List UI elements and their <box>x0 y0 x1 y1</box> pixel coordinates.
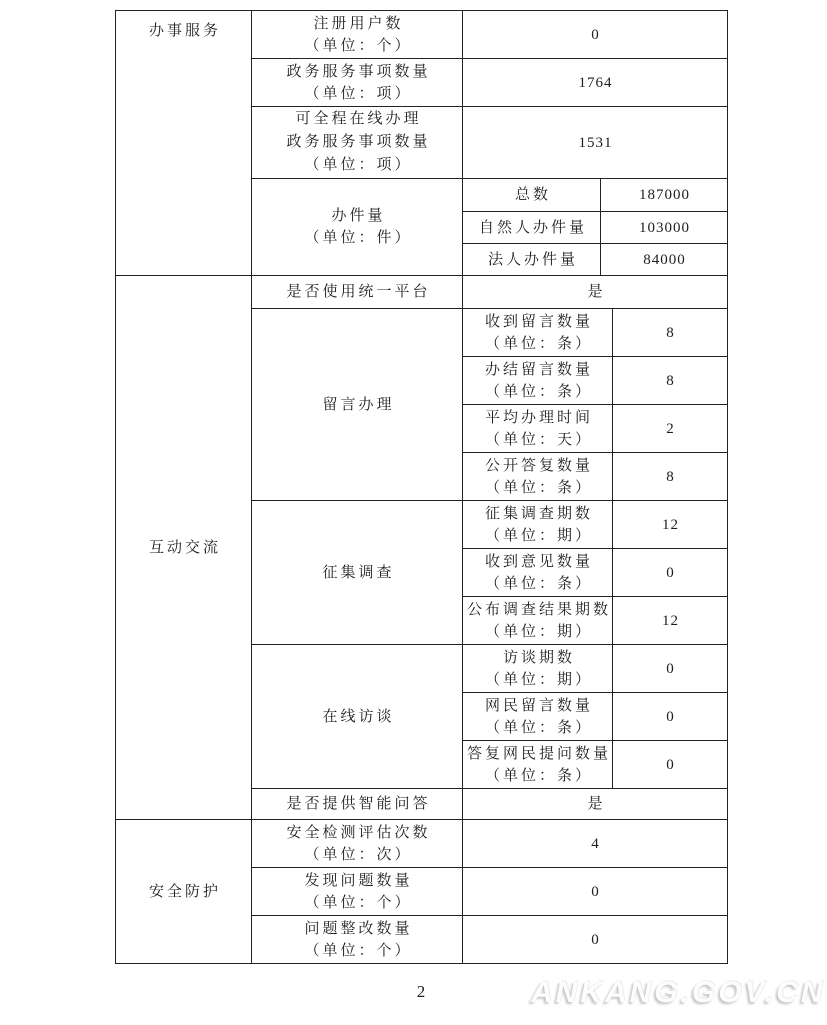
metric-label: 公布调查结果期数 <box>466 601 611 618</box>
sub-label-cell <box>463 597 613 645</box>
sub-value-cell: 103000 <box>601 212 728 244</box>
sub-label-cell <box>463 453 613 501</box>
category-cell-service <box>116 11 252 276</box>
metric-value-cell: 1764 <box>463 59 728 107</box>
metric-unit: （单位：期） <box>484 623 593 640</box>
metric-unit: （单位：期） <box>484 671 593 688</box>
watermark: ANKANG.GOV.CN <box>531 976 826 1009</box>
metric-label: 政务服务事项数量 <box>286 63 431 80</box>
metric-value-cell: 0 <box>463 868 728 916</box>
metric-label: 网民留言数量 <box>484 697 593 714</box>
sub-value-cell: 84000 <box>601 244 728 276</box>
group-label: 办件量 <box>331 208 386 224</box>
metric-unit: （单位：条） <box>484 767 593 784</box>
sub-value-cell: 0 <box>613 645 728 693</box>
sub-value-cell: 187000 <box>601 179 728 212</box>
sub-value-cell: 0 <box>613 693 728 741</box>
row-security-assessments <box>116 820 728 868</box>
sub-label-cell <box>463 549 613 597</box>
metric-unit: （单位：个） <box>304 942 413 959</box>
section-label: 安全防护 <box>148 883 221 900</box>
sub-value-cell: 0 <box>613 549 728 597</box>
section-label: 办事服务 <box>148 23 221 39</box>
metric-label: 收到留言数量 <box>484 313 593 330</box>
sub-value-cell: 2 <box>613 405 728 453</box>
row-registered-users <box>116 11 728 59</box>
row-unified-platform <box>116 276 728 309</box>
metric-label: 问题整改数量 <box>304 920 413 937</box>
page-number: 2 <box>416 982 426 1001</box>
metric-unit: （单位：项） <box>304 157 413 173</box>
metric-unit: （单位：期） <box>484 527 593 544</box>
metric-unit: （单位：条） <box>484 383 593 400</box>
metric-label: 平均办理时间 <box>484 409 593 426</box>
group-unit: （单位：件） <box>304 230 413 246</box>
metric-label: 安全检测评估次数 <box>286 824 431 841</box>
metric-unit: （单位：项） <box>304 85 413 102</box>
metric-value-cell: 是 <box>463 276 728 309</box>
metric-unit: （单位：个） <box>304 894 413 911</box>
sub-value-cell: 0 <box>613 741 728 789</box>
government-services-report-table <box>115 10 728 964</box>
metric-value-cell: 0 <box>463 916 728 964</box>
group-label: 在线访谈 <box>322 708 395 725</box>
metric-label: 征集调查期数 <box>484 505 593 522</box>
category-cell-security <box>116 820 252 964</box>
metric-label: 收到意见数量 <box>484 553 593 570</box>
metric-value-cell: 1531 <box>463 107 728 179</box>
metric-label: 访谈期数 <box>502 649 575 666</box>
sub-value-cell: 8 <box>613 453 728 501</box>
sub-label-cell <box>463 405 613 453</box>
metric-value-cell: 4 <box>463 820 728 868</box>
metric-label-cell <box>252 820 463 868</box>
group-cell-message-handling <box>252 309 463 501</box>
group-label: 征集调查 <box>322 564 395 581</box>
metric-label-cell: 是否提供智能问答 <box>252 789 463 820</box>
metric-unit: （单位：条） <box>484 335 593 352</box>
metric-label: 注册用户数 <box>313 15 404 32</box>
metric-label-cell <box>252 11 463 59</box>
metric-unit: （单位：个） <box>304 37 413 54</box>
sub-label-cell: 总数 <box>463 179 601 212</box>
metric-value-cell: 0 <box>463 11 728 59</box>
metric-label: 政务服务事项数量 <box>286 134 431 150</box>
metric-label-cell: 是否使用统一平台 <box>252 276 463 309</box>
metric-label: 发现问题数量 <box>304 872 413 889</box>
metric-label: 答复网民提问数量 <box>466 745 611 762</box>
sub-label-cell <box>463 693 613 741</box>
metric-label: 公开答复数量 <box>484 457 593 474</box>
sub-value-cell: 8 <box>613 357 728 405</box>
sub-label-cell <box>463 501 613 549</box>
metric-value-cell: 是 <box>463 789 728 820</box>
metric-label: 办结留言数量 <box>484 361 593 378</box>
metric-unit: （单位：次） <box>304 846 413 863</box>
sub-label-cell <box>463 741 613 789</box>
metric-unit: （单位：条） <box>484 575 593 592</box>
metric-unit: （单位：条） <box>484 479 593 496</box>
sub-value-cell: 12 <box>613 597 728 645</box>
sub-label-cell: 法人办件量 <box>463 244 601 276</box>
group-cell-interviews <box>252 645 463 789</box>
sub-label-cell <box>463 357 613 405</box>
metric-unit: （单位：天） <box>484 431 593 448</box>
sub-value-cell: 12 <box>613 501 728 549</box>
group-cell-case-volume <box>252 179 463 276</box>
group-label: 留言办理 <box>322 396 395 413</box>
metric-label-cell <box>252 107 463 179</box>
metric-label: 可全程在线办理 <box>295 111 422 127</box>
sub-value-cell: 8 <box>613 309 728 357</box>
metric-label-cell <box>252 916 463 964</box>
metric-unit: （单位：条） <box>484 719 593 736</box>
section-label: 互动交流 <box>148 539 221 556</box>
sub-label-cell <box>463 309 613 357</box>
group-cell-surveys <box>252 501 463 645</box>
metric-label-cell <box>252 59 463 107</box>
metric-label-cell <box>252 868 463 916</box>
sub-label-cell <box>463 645 613 693</box>
category-cell-interaction <box>116 276 252 820</box>
sub-label-cell: 自然人办件量 <box>463 212 601 244</box>
